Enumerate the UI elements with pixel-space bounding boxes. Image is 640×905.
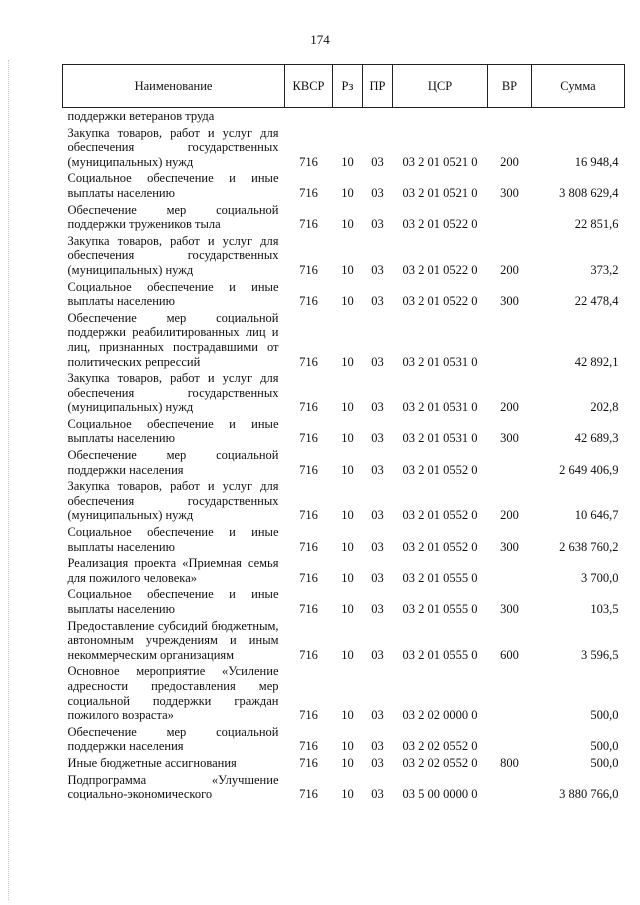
cell-rz: 10 [341, 294, 354, 309]
cell-pr: 03 [371, 508, 384, 523]
cell-name: Закупка товаров, работ и услуг для обеспечения государственных (муниципальных) нужд [67, 125, 279, 169]
budget-table [62, 64, 625, 803]
cell-csr: 03 2 01 0555 0 [402, 570, 478, 585]
cell-vr [488, 663, 532, 723]
cell-csr: 03 2 02 0552 0 [402, 755, 478, 770]
cell-vr [488, 310, 532, 370]
cell-pr: 03 [371, 262, 384, 277]
cell-vr: 800 [500, 755, 519, 770]
cell-kvsr: 716 [299, 294, 318, 309]
cell-sum: 22 478,4 [574, 294, 619, 309]
cell-sum: 3 700,0 [581, 570, 619, 585]
cell-pr: 03 [371, 539, 384, 554]
cell-sum: 10 646,7 [574, 508, 619, 523]
cell-rz: 10 [341, 755, 354, 770]
cell-name: Социальное обеспечение и иные выплаты населению [67, 587, 279, 616]
cell-kvsr: 716 [299, 462, 318, 477]
cell-csr: 03 2 01 0522 0 [402, 262, 478, 277]
table-row [63, 663, 625, 723]
cell-sum: 3 880 766,0 [559, 787, 619, 802]
cell-rz: 10 [341, 739, 354, 754]
cell-rz: 10 [341, 262, 354, 277]
cell-rz [333, 108, 363, 125]
cell-name: поддержки ветеранов труда [67, 109, 215, 123]
cell-csr: 03 2 01 0552 0 [402, 539, 478, 554]
cell-pr: 03 [371, 185, 384, 200]
header-csr: ЦСР [393, 65, 488, 108]
cell-csr: 03 2 02 0552 0 [402, 739, 478, 754]
cell-kvsr: 716 [299, 508, 318, 523]
cell-rz: 10 [341, 462, 354, 477]
cell-name: Закупка товаров, работ и услуг для обеспечения государственных (муниципальных) нужд [67, 233, 279, 277]
cell-rz: 10 [341, 647, 354, 662]
cell-pr: 03 [371, 217, 384, 232]
cell-vr: 200 [500, 508, 519, 523]
cell-name: Социальное обеспечение и иные выплаты населению [67, 525, 279, 554]
cell-sum: 500,0 [590, 708, 619, 723]
cell-rz: 10 [341, 787, 354, 802]
table-row [63, 555, 625, 586]
cell-rz: 10 [341, 400, 354, 415]
cell-pr: 03 [371, 294, 384, 309]
cell-pr: 03 [371, 602, 384, 616]
cell-csr: 03 2 01 0531 0 [402, 354, 478, 369]
header-rz: Рз [333, 65, 363, 108]
cell-pr: 03 [371, 154, 384, 169]
cell-csr: 03 2 01 0555 0 [402, 647, 478, 662]
cell-pr [363, 108, 393, 125]
cell-sum [532, 108, 625, 125]
cell-kvsr: 716 [299, 602, 318, 616]
cell-name: Социальное обеспечение и иные выплаты населению [67, 416, 279, 446]
cell-pr: 03 [371, 755, 384, 770]
cell-kvsr: 716 [299, 755, 318, 770]
cell-kvsr: 716 [299, 400, 318, 415]
cell-name: Предоставление субсидий бюджетным, автономным учреждениям и иным некоммерческим организациям [67, 618, 279, 662]
cell-kvsr: 716 [299, 185, 318, 200]
cell-rz: 10 [341, 154, 354, 169]
cell-sum: 22 851,6 [574, 217, 619, 232]
cell-kvsr: 716 [299, 570, 318, 585]
cell-rz: 10 [341, 185, 354, 200]
budget-table-container [62, 64, 624, 803]
header-kvsr: КВСР [285, 65, 333, 108]
cell-sum: 2 649 406,9 [559, 462, 619, 477]
cell-rz: 10 [341, 431, 354, 446]
table-row [63, 478, 625, 524]
cell-sum: 3 808 629,4 [559, 185, 619, 200]
table-row [63, 586, 625, 617]
cell-name: Иные бюджетные ассигнования [67, 755, 237, 770]
cell-csr: 03 2 01 0552 0 [402, 462, 478, 477]
cell-csr: 03 5 00 0000 0 [402, 787, 478, 802]
table-body [63, 108, 625, 803]
cell-kvsr: 716 [299, 708, 318, 723]
table-row [63, 524, 625, 555]
cell-vr: 300 [500, 539, 519, 554]
cell-sum: 42 689,3 [574, 431, 619, 446]
cell-rz: 10 [341, 570, 354, 585]
margin-marks [8, 60, 13, 900]
cell-pr: 03 [371, 787, 384, 802]
cell-vr [488, 447, 532, 478]
cell-sum: 42 892,1 [574, 354, 619, 369]
cell-kvsr: 716 [299, 217, 318, 232]
table-row [63, 618, 625, 664]
cell-name: Обеспечение мер социальной поддержки реабилитированных лиц и лиц, признанных пострадавшими от политических репрессий [67, 310, 279, 369]
cell-kvsr: 716 [299, 354, 318, 369]
cell-sum: 373,2 [590, 262, 619, 277]
table-row [63, 416, 625, 447]
cell-csr: 03 2 01 0531 0 [402, 400, 478, 415]
cell-name: Закупка товаров, работ и услуг для обеспечения государственных (муниципальных) нужд [67, 479, 279, 523]
cell-rz: 10 [341, 508, 354, 523]
cell-vr [488, 555, 532, 586]
cell-pr: 03 [371, 708, 384, 723]
cell-kvsr: 716 [299, 787, 318, 802]
header-vr: ВР [488, 65, 532, 108]
cell-rz: 10 [341, 708, 354, 723]
header-name: Наименование [63, 65, 285, 108]
cell-kvsr [285, 108, 333, 125]
cell-vr: 600 [500, 647, 519, 662]
header-sum: Сумма [532, 65, 625, 108]
cell-rz: 10 [341, 354, 354, 369]
cell-name: Обеспечение мер социальной поддержки тружеников тыла [67, 202, 279, 232]
cell-rz: 10 [341, 602, 354, 616]
cell-pr: 03 [371, 400, 384, 415]
cell-csr: 03 2 01 0521 0 [402, 154, 478, 169]
cell-vr: 300 [500, 185, 519, 200]
cell-pr: 03 [371, 354, 384, 369]
cell-sum: 500,0 [590, 739, 619, 754]
cell-csr: 03 2 01 0552 0 [402, 508, 478, 523]
cell-sum: 2 638 760,2 [559, 539, 619, 554]
table-row [63, 279, 625, 310]
cell-csr: 03 2 01 0521 0 [402, 185, 478, 200]
table-row [63, 108, 625, 125]
cell-name: Подпрограмма «Улучшение социально-экономического [67, 772, 279, 802]
cell-pr: 03 [371, 739, 384, 754]
table-row [63, 755, 625, 772]
cell-csr: 03 2 01 0522 0 [402, 294, 478, 309]
cell-csr [393, 108, 488, 125]
cell-csr: 03 2 02 0000 0 [402, 708, 478, 723]
table-row [63, 310, 625, 370]
table-row [63, 370, 625, 416]
cell-name: Социальное обеспечение и иные выплаты населению [67, 279, 279, 309]
table-row [63, 233, 625, 279]
cell-pr: 03 [371, 462, 384, 477]
cell-sum: 16 948,4 [574, 154, 619, 169]
cell-vr: 200 [500, 400, 519, 415]
cell-name: Реализация проекта «Приемная семья для пожилого человека» [67, 556, 279, 585]
cell-csr: 03 2 01 0531 0 [402, 431, 478, 446]
table-row [63, 772, 625, 803]
cell-sum: 500,0 [590, 755, 619, 770]
cell-vr [488, 772, 532, 803]
cell-sum: 3 596,5 [581, 647, 619, 662]
cell-csr: 03 2 01 0522 0 [402, 217, 478, 232]
cell-rz: 10 [341, 539, 354, 554]
cell-sum: 103,5 [590, 602, 619, 616]
cell-name: Основное мероприятие «Усиление адресности предоставления мер социальной поддержки граждан пожилого возраста» [67, 664, 279, 723]
cell-vr [488, 108, 532, 125]
cell-kvsr: 716 [299, 539, 318, 554]
cell-sum: 202,8 [590, 400, 619, 415]
cell-kvsr: 716 [299, 647, 318, 662]
page-number: 174 [310, 32, 330, 47]
cell-kvsr: 716 [299, 262, 318, 277]
cell-vr: 300 [500, 431, 519, 446]
cell-vr: 300 [500, 294, 519, 309]
header-pr: ПР [363, 65, 393, 108]
table-row [63, 202, 625, 233]
cell-kvsr: 716 [299, 739, 318, 754]
cell-kvsr: 716 [299, 154, 318, 169]
table-row [63, 170, 625, 201]
cell-pr: 03 [371, 647, 384, 662]
cell-kvsr: 716 [299, 431, 318, 446]
cell-pr: 03 [371, 570, 384, 585]
table-row [63, 125, 625, 171]
cell-rz: 10 [341, 217, 354, 232]
cell-name: Обеспечение мер социальной поддержки населения [67, 448, 279, 477]
cell-pr: 03 [371, 431, 384, 446]
cell-vr: 300 [500, 602, 519, 616]
cell-vr: 200 [500, 154, 519, 169]
table-row [63, 724, 625, 755]
cell-vr [488, 202, 532, 233]
table-row [63, 447, 625, 478]
cell-vr: 200 [500, 262, 519, 277]
cell-name: Закупка товаров, работ и услуг для обеспечения государственных (муниципальных) нужд [67, 371, 279, 415]
cell-name: Обеспечение мер социальной поддержки населения [67, 724, 279, 754]
cell-csr: 03 2 01 0555 0 [402, 602, 478, 616]
table-header-row [63, 65, 625, 108]
cell-vr [488, 724, 532, 755]
cell-name: Социальное обеспечение и иные выплаты населению [67, 171, 279, 200]
